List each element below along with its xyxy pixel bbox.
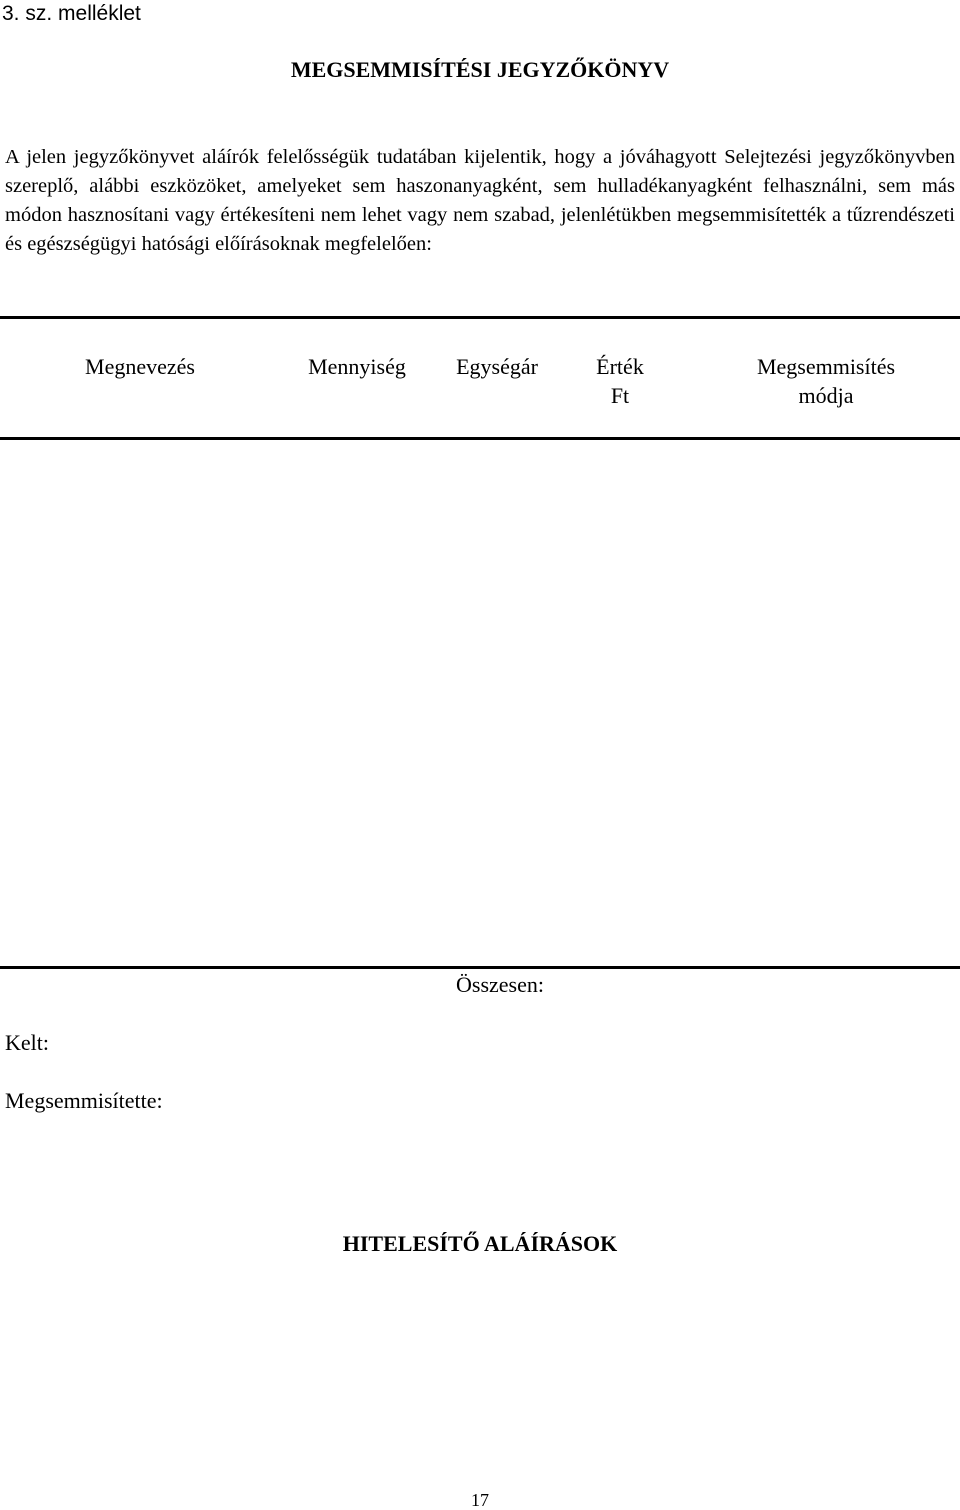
column-header-value-line1: Érték	[596, 354, 644, 379]
page-number: 17	[471, 1490, 489, 1510]
total-label: Összesen:	[456, 972, 544, 997]
date-label: Kelt:	[5, 1030, 49, 1055]
column-header-unit-price	[440, 352, 554, 381]
column-header-destruction-method	[726, 352, 926, 410]
column-header-quantity	[290, 352, 424, 381]
column-header-value	[580, 352, 660, 410]
intro-paragraph: A jelen jegyzőkönyvet aláírók felelősségük tudatában kijelentik, hogy a jóváhagyott Selejtezési jegyzőkönyvben szereplő, alábbi eszközöket, amelyeket sem haszonanyagként, sem hulladékanyagként felhasználni, sem más módon hasznosítani vagy értékesíteni nem lehet vagy nem szabad, jelenlétükben megsemmisítették a tűzrendészeti és egészségügyi hatósági előírásoknak megfelelően:	[5, 146, 955, 255]
table-top-rule	[0, 316, 960, 319]
destroyed-by-label: Megsemmisítette:	[5, 1088, 163, 1113]
column-header-unit-price-line1: Egységár	[456, 354, 538, 379]
column-header-name	[60, 352, 220, 381]
column-header-value-line2: Ft	[610, 383, 630, 408]
column-header-quantity-line1: Mennyiség	[308, 354, 406, 379]
column-header-destruction-method-line1: Megsemmisítés	[756, 354, 896, 379]
document-title: MEGSEMMISÍTÉSI JEGYZŐKÖNYV	[290, 57, 670, 82]
signatures-heading: HITELESÍTŐ ALÁÍRÁSOK	[342, 1231, 618, 1256]
column-header-destruction-method-line2: módja	[798, 383, 854, 408]
table-header-rule	[0, 437, 960, 440]
column-header-name-line1: Megnevezés	[85, 354, 195, 379]
annex-label: 3. sz. melléklet	[2, 2, 141, 25]
table-total-rule	[0, 966, 960, 969]
